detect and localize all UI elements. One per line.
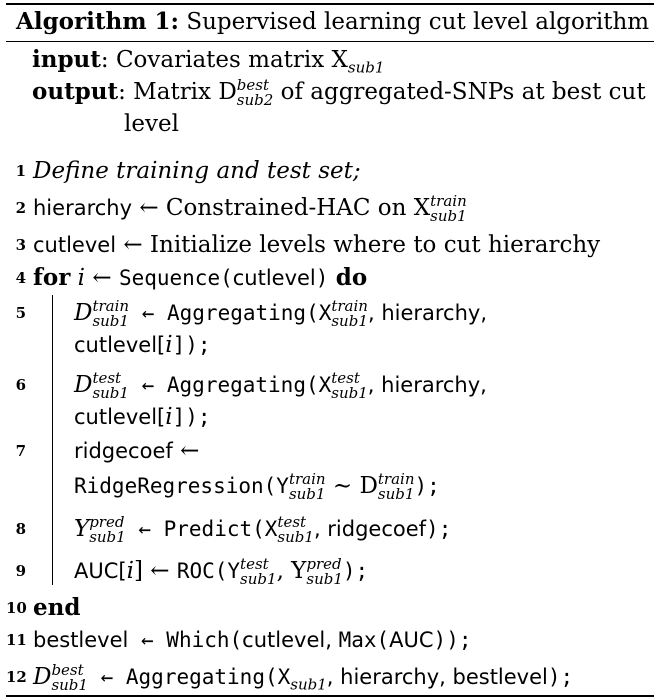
line-number: 4 — [15, 269, 26, 287]
title-rule — [6, 41, 654, 42]
line-number: 11 — [6, 631, 27, 649]
line-number: 8 — [15, 520, 26, 538]
line-number: 9 — [15, 562, 26, 580]
step-1: Define training and test set; — [33, 158, 361, 184]
step-8: Y pred sub1 ← Predict(X test sub1 , ridgecoef); — [74, 513, 452, 546]
line-number: 12 — [6, 668, 27, 686]
step-7-cont: RidgeRegression(Y train sub1 ∼ D train sub1 ); — [74, 470, 440, 503]
line-number: 5 — [15, 304, 26, 322]
bottom-rule — [6, 695, 654, 697]
step-6-cont: cutlevel[i]); — [74, 404, 211, 430]
line-number: 1 — [15, 162, 26, 180]
step-11: bestlevel ← Which(cutlevel, Max(AUC)); — [33, 628, 472, 652]
step-5: D train sub1 ← Aggregating(X train sub1 , hierarchy, — [74, 297, 488, 330]
algorithm-label: Algorithm 1: — [16, 8, 180, 35]
step-3: cutlevel ← Initialize levels where to cut hierarchy — [33, 232, 601, 258]
step-7: ridgecoef ← — [74, 438, 200, 464]
step-4: for i ← Sequence(cutlevel) do — [33, 264, 368, 291]
loop-bar — [52, 295, 53, 585]
output-line: output: Matrix D best sub2 of aggregated-SNPs at best cut — [32, 76, 646, 109]
step-6: D test sub1 ← Aggregating(X test sub1 , hierarchy, — [74, 369, 487, 402]
line-number: 2 — [15, 199, 26, 217]
line-number: 10 — [6, 599, 27, 617]
line-number: 7 — [15, 442, 26, 460]
step-10: end — [33, 594, 81, 621]
algorithm-title — [16, 7, 649, 37]
output-line-cont: level — [124, 111, 179, 137]
step-12: D best sub1 ← $Aggregating(X_{sub1}$, hierarchy, bestlevel); — [33, 661, 574, 694]
top-rule — [6, 3, 654, 5]
step-9: AUC[i] ← ROC(Y test sub1 , Y pred sub1 ); — [74, 555, 369, 588]
input-line: input: Covariates matrix $X_{sub1}$ — [32, 46, 385, 77]
algorithm-caption: Supervised learning cut level algorithm — [186, 9, 650, 35]
line-number: 6 — [15, 376, 26, 394]
line-number: 3 — [15, 236, 26, 254]
step-5-cont: cutlevel[i]); — [74, 332, 211, 358]
step-2: hierarchy ← Constrained-HAC on X train sub1 — [33, 192, 467, 225]
